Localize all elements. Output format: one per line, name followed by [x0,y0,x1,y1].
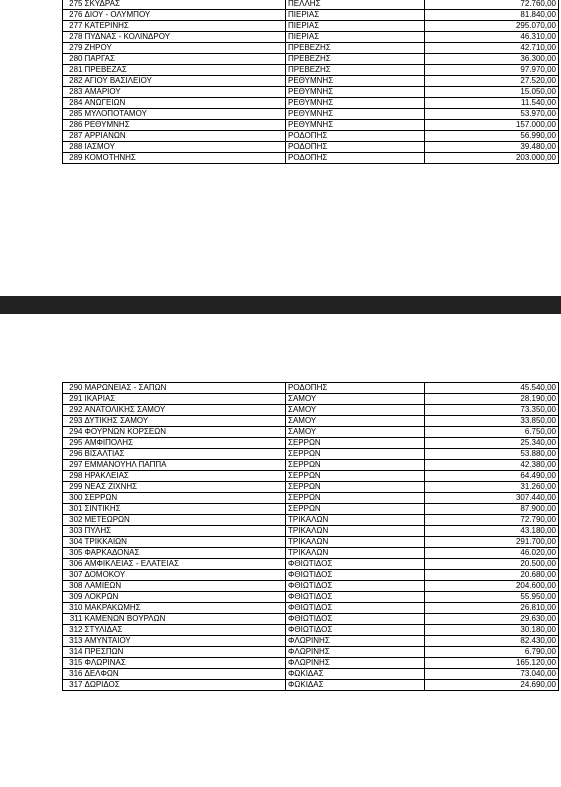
table-row [63,76,559,87]
amount-cell: 45.540,00 [425,383,559,394]
table-row [63,636,559,647]
table-row [63,438,559,449]
table-row [63,504,559,515]
regional-unit-cell: ΡΟΔΟΠΗΣ [286,383,425,394]
amount-cell: 56.990,00 [425,131,559,142]
row-number: 310 [63,603,84,614]
regional-unit-cell: ΡΟΔΟΠΗΣ [286,142,425,153]
table-row [63,603,559,614]
municipality-cell: ΦΑΡΚΑΔΟΝΑΣ [84,548,286,559]
table-row [63,592,559,603]
municipality-cell: ΔΙΟΥ - ΟΛΥΜΠΟΥ [84,10,286,21]
regional-unit-cell: ΣΕΡΡΩΝ [286,482,425,493]
table-row [63,98,559,109]
municipality-cell: ΣΕΡΡΩΝ [84,493,286,504]
row-number: 299 [63,482,84,493]
regional-unit-cell: ΦΛΩΡΙΝΗΣ [286,647,425,658]
municipality-cell: ΜΕΤΕΩΡΩΝ [84,515,286,526]
regional-unit-cell: ΡΕΘΥΜΝΗΣ [286,120,425,131]
municipality-cell: ΖΗΡΟΥ [84,43,286,54]
table-row [63,526,559,537]
table-row [63,548,559,559]
table-row [63,405,559,416]
allocation-table-top [62,0,559,164]
amount-cell: 53.970,00 [425,109,559,120]
row-number: 291 [63,394,84,405]
row-number: 280 [63,54,84,65]
regional-unit-cell: ΡΟΔΟΠΗΣ [286,153,425,164]
table-row [63,0,559,10]
amount-cell: 46.310,00 [425,32,559,43]
municipality-cell: ΑΜΥΝΤΑΙΟΥ [84,636,286,647]
municipality-cell: ΠΑΡΓΑΣ [84,54,286,65]
municipality-cell: ΠΡΕΒΕΖΑΣ [84,65,286,76]
table-row [63,537,559,548]
table-row [63,21,559,32]
municipality-cell: ΑΓΙΟΥ ΒΑΣΙΛΕΙΟΥ [84,76,286,87]
row-number: 315 [63,658,84,669]
table-row [63,581,559,592]
amount-cell: 73.350,00 [425,405,559,416]
row-number: 277 [63,21,84,32]
municipality-cell: ΛΑΜΙΕΩΝ [84,581,286,592]
regional-unit-cell: ΠΙΕΡΙΑΣ [286,21,425,32]
regional-unit-cell: ΦΩΚΙΔΑΣ [286,680,425,691]
row-number: 288 [63,142,84,153]
row-number: 316 [63,669,84,680]
amount-cell: 39.480,00 [425,142,559,153]
table-row [63,120,559,131]
amount-cell: 203.000,00 [425,153,559,164]
amount-cell: 29.630,00 [425,614,559,625]
amount-cell: 30.180,00 [425,625,559,636]
table-row [63,10,559,21]
municipality-cell: ΔΕΛΦΩΝ [84,669,286,680]
table-row [63,625,559,636]
table-row [63,493,559,504]
table-row [63,131,559,142]
municipality-cell: ΜΑΡΩΝΕΙΑΣ - ΣΑΠΩΝ [84,383,286,394]
row-number: 279 [63,43,84,54]
row-number: 293 [63,416,84,427]
row-number: 297 [63,460,84,471]
amount-cell: 73.040,00 [425,669,559,680]
row-number: 283 [63,87,84,98]
row-number: 275 [63,0,84,10]
row-number: 317 [63,680,84,691]
regional-unit-cell: ΦΘΙΩΤΙΔΟΣ [286,570,425,581]
regional-unit-cell: ΠΙΕΡΙΑΣ [286,32,425,43]
table-row [63,32,559,43]
row-number: 304 [63,537,84,548]
row-number: 300 [63,493,84,504]
municipality-cell: ΠΥΛΗΣ [84,526,286,537]
row-number: 294 [63,427,84,438]
row-number: 303 [63,526,84,537]
municipality-cell: ΑΜΑΡΙΟΥ [84,87,286,98]
row-number: 305 [63,548,84,559]
row-number: 278 [63,32,84,43]
amount-cell: 82.430,00 [425,636,559,647]
table-row [63,471,559,482]
row-number: 313 [63,636,84,647]
regional-unit-cell: ΦΘΙΩΤΙΔΟΣ [286,559,425,570]
table-row [63,54,559,65]
table-row [63,449,559,460]
amount-cell: 291.700,00 [425,537,559,548]
amount-cell: 43.180,00 [425,526,559,537]
municipality-cell: ΠΥΔΝΑΣ - ΚΟΛΙΝΔΡΟΥ [84,32,286,43]
row-number: 295 [63,438,84,449]
row-number: 282 [63,76,84,87]
municipality-cell: ΣΤΥΛΙΔΑΣ [84,625,286,636]
regional-unit-cell: ΣΑΜΟΥ [286,394,425,405]
amount-cell: 28.190,00 [425,394,559,405]
municipality-cell: ΑΜΦΙΚΛΕΙΑΣ - ΕΛΑΤΕΙΑΣ [84,559,286,570]
regional-unit-cell: ΤΡΙΚΑΛΩΝ [286,515,425,526]
table-row [63,383,559,394]
table-row [63,680,559,691]
table-row [63,614,559,625]
amount-cell: 64.490,00 [425,471,559,482]
municipality-cell: ΕΜΜΑΝΟΥΗΛ ΠΑΠΠΑ [84,460,286,471]
municipality-cell: ΑΜΦΙΠΟΛΗΣ [84,438,286,449]
row-number: 308 [63,581,84,592]
amount-cell: 72.760,00 [425,0,559,10]
regional-unit-cell: ΦΛΩΡΙΝΗΣ [286,658,425,669]
row-number: 290 [63,383,84,394]
municipality-cell: ΤΡΙΚΚΑΙΩΝ [84,537,286,548]
municipality-cell: ΔΥΤΙΚΗΣ ΣΑΜΟΥ [84,416,286,427]
row-number: 286 [63,120,84,131]
table-row [63,65,559,76]
amount-cell: 25.340,00 [425,438,559,449]
amount-cell: 11.540,00 [425,98,559,109]
municipality-cell: ΜΥΛΟΠΟΤΑΜΟΥ [84,109,286,120]
regional-unit-cell: ΠΡΕΒΕΖΗΣ [286,43,425,54]
regional-unit-cell: ΠΡΕΒΕΖΗΣ [286,54,425,65]
municipality-cell: ΣΙΝΤΙΚΗΣ [84,504,286,515]
amount-cell: 26.810,00 [425,603,559,614]
amount-cell: 165.120,00 [425,658,559,669]
table-row [63,515,559,526]
amount-cell: 295.070,00 [425,21,559,32]
regional-unit-cell: ΣΕΡΡΩΝ [286,438,425,449]
page-divider-bar [0,296,561,314]
municipality-cell: ΚΑΜΕΝΩΝ ΒΟΥΡΛΩΝ [84,614,286,625]
regional-unit-cell: ΦΘΙΩΤΙΔΟΣ [286,614,425,625]
row-number: 298 [63,471,84,482]
municipality-cell: ΔΩΡΙΔΟΣ [84,680,286,691]
row-number: 307 [63,570,84,581]
row-number: 296 [63,449,84,460]
regional-unit-cell: ΣΑΜΟΥ [286,416,425,427]
table-row [63,460,559,471]
amount-cell: 42.710,00 [425,43,559,54]
municipality-cell: ΚΑΤΕΡΙΝΗΣ [84,21,286,32]
row-number: 287 [63,131,84,142]
municipality-cell: ΙΑΣΜΟΥ [84,142,286,153]
row-number: 289 [63,153,84,164]
regional-unit-cell: ΣΕΡΡΩΝ [286,504,425,515]
table-body [63,383,559,691]
amount-cell: 27.520,00 [425,76,559,87]
table-row [63,427,559,438]
amount-cell: 46.020,00 [425,548,559,559]
amount-cell: 55.950,00 [425,592,559,603]
table-row [63,647,559,658]
regional-unit-cell: ΠΙΕΡΙΑΣ [286,10,425,21]
row-number: 306 [63,559,84,570]
table-body [63,0,559,164]
table-row [63,87,559,98]
amount-cell: 204.600,00 [425,581,559,592]
row-number: 285 [63,109,84,120]
regional-unit-cell: ΡΟΔΟΠΗΣ [286,131,425,142]
regional-unit-cell: ΣΑΜΟΥ [286,405,425,416]
municipality-cell: ΑΝΩΓΕΙΩΝ [84,98,286,109]
row-number: 292 [63,405,84,416]
table-row [63,142,559,153]
municipality-cell: ΔΟΜΟΚΟΥ [84,570,286,581]
amount-cell: 36.300,00 [425,54,559,65]
table-row [63,416,559,427]
amount-cell: 53.880,00 [425,449,559,460]
regional-unit-cell: ΣΕΡΡΩΝ [286,460,425,471]
regional-unit-cell: ΡΕΘΥΜΝΗΣ [286,98,425,109]
table-row [63,570,559,581]
amount-cell: 6.750,00 [425,427,559,438]
regional-unit-cell: ΤΡΙΚΑΛΩΝ [286,537,425,548]
amount-cell: 42.380,00 [425,460,559,471]
regional-unit-cell: ΦΘΙΩΤΙΔΟΣ [286,592,425,603]
regional-unit-cell: ΠΕΛΛΗΣ [286,0,425,10]
municipality-cell: ΡΕΘΥΜΝΗΣ [84,120,286,131]
table-row [63,559,559,570]
regional-unit-cell: ΣΑΜΟΥ [286,427,425,438]
amount-cell: 33.850,00 [425,416,559,427]
row-number: 284 [63,98,84,109]
municipality-cell: ΜΑΚΡΑΚΩΜΗΣ [84,603,286,614]
municipality-cell: ΗΡΑΚΛΕΙΑΣ [84,471,286,482]
regional-unit-cell: ΡΕΘΥΜΝΗΣ [286,76,425,87]
regional-unit-cell: ΣΕΡΡΩΝ [286,449,425,460]
municipality-cell: ΠΡΕΣΠΩΝ [84,647,286,658]
row-number: 309 [63,592,84,603]
amount-cell: 72.790,00 [425,515,559,526]
municipality-cell: ΣΚΥΔΡΑΣ [84,0,286,10]
regional-unit-cell: ΦΛΩΡΙΝΗΣ [286,636,425,647]
regional-unit-cell: ΦΩΚΙΔΑΣ [286,669,425,680]
municipality-cell: ΦΟΥΡΝΩΝ ΚΟΡΣΕΩΝ [84,427,286,438]
amount-cell: 15.050,00 [425,87,559,98]
municipality-cell: ΒΙΣΑΛΤΙΑΣ [84,449,286,460]
municipality-cell: ΙΚΑΡΙΑΣ [84,394,286,405]
municipality-cell: ΛΟΚΡΩΝ [84,592,286,603]
regional-unit-cell: ΦΘΙΩΤΙΔΟΣ [286,625,425,636]
amount-cell: 31.260,00 [425,482,559,493]
allocation-table-bottom [62,382,559,691]
row-number: 314 [63,647,84,658]
row-number: 276 [63,10,84,21]
row-number: 311 [63,614,84,625]
regional-unit-cell: ΡΕΘΥΜΝΗΣ [286,87,425,98]
municipality-cell: ΝΕΑΣ ΖΙΧΝΗΣ [84,482,286,493]
amount-cell: 157.000,00 [425,120,559,131]
table-row [63,153,559,164]
table-row [63,658,559,669]
regional-unit-cell: ΦΘΙΩΤΙΔΟΣ [286,603,425,614]
table-row [63,669,559,680]
municipality-cell: ΑΡΡΙΑΝΩΝ [84,131,286,142]
table-row [63,43,559,54]
amount-cell: 97.970,00 [425,65,559,76]
municipality-cell: ΚΟΜΟΤΗΝΗΣ [84,153,286,164]
amount-cell: 20.500,00 [425,559,559,570]
table-row [63,109,559,120]
regional-unit-cell: ΡΕΘΥΜΝΗΣ [286,109,425,120]
amount-cell: 307.440,00 [425,493,559,504]
amount-cell: 20.680,00 [425,570,559,581]
row-number: 302 [63,515,84,526]
table-row [63,482,559,493]
regional-unit-cell: ΤΡΙΚΑΛΩΝ [286,548,425,559]
regional-unit-cell: ΤΡΙΚΑΛΩΝ [286,526,425,537]
row-number: 281 [63,65,84,76]
regional-unit-cell: ΣΕΡΡΩΝ [286,471,425,482]
municipality-cell: ΦΛΩΡΙΝΑΣ [84,658,286,669]
regional-unit-cell: ΦΘΙΩΤΙΔΟΣ [286,581,425,592]
amount-cell: 24.690,00 [425,680,559,691]
municipality-cell: ΑΝΑΤΟΛΙΚΗΣ ΣΑΜΟΥ [84,405,286,416]
amount-cell: 87.900,00 [425,504,559,515]
amount-cell: 6.790,00 [425,647,559,658]
regional-unit-cell: ΠΡΕΒΕΖΗΣ [286,65,425,76]
row-number: 312 [63,625,84,636]
row-number: 301 [63,504,84,515]
regional-unit-cell: ΣΕΡΡΩΝ [286,493,425,504]
table-row [63,394,559,405]
amount-cell: 81.840,00 [425,10,559,21]
